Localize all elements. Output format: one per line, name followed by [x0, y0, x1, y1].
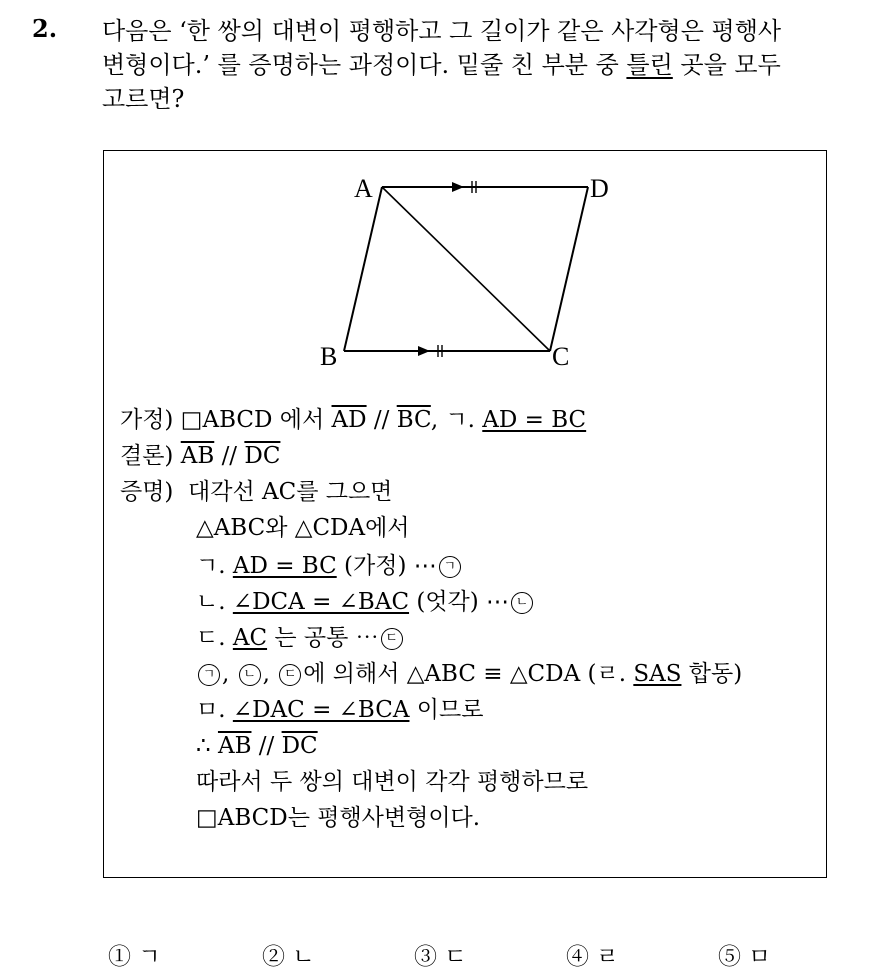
- proof-line-6: ㄱ , ㄴ , ㄷ 에 의해서 △ABC ≡ △CDA (ㄹ. SAS 합동): [196, 657, 742, 691]
- parallelogram-figure: [312, 173, 612, 373]
- choice-4[interactable]: ④ ㄹ: [566, 944, 619, 970]
- proof-line-8: ∴ $\overline{AB} // \overline{DC}$: [196, 733, 318, 759]
- vertex-b-label: B: [320, 342, 338, 371]
- proof-line-5: ㄷ. AC 는 공통 ⋯ ㄷ: [196, 621, 405, 655]
- segment-dc: [550, 187, 588, 351]
- conclusion-line: 결론) $\overline{AB} // \overline{DC}$: [120, 443, 281, 469]
- proof-line-10: □ABCD는 평행사변형이다.: [196, 805, 481, 831]
- underlined-word: 틀린: [626, 51, 673, 79]
- mark-nieun: ㄴ: [511, 592, 533, 614]
- choice-2[interactable]: ② ㄴ: [262, 944, 315, 970]
- vertex-c-label: C: [552, 342, 570, 371]
- mark-giyeok: ㄱ: [439, 556, 461, 578]
- proof-line-3: ㄱ. AD = BC (가정) ⋯ ㄱ: [196, 549, 463, 583]
- segment-ab: [344, 187, 382, 351]
- hypothesis-line: 가정) □ABCD 에서 $\overline{AD} // \overline{BC}$, ㄱ. AD = BC: [120, 407, 587, 433]
- choice-3[interactable]: ③ ㄷ: [414, 944, 467, 970]
- proof-line-9: 따라서 두 쌍의 대변이 각각 평행하므로: [196, 769, 589, 795]
- vertex-d-label: D: [590, 174, 609, 203]
- parallel-arrow-bc: [418, 346, 430, 356]
- vertex-a-label: A: [354, 174, 373, 203]
- parallel-arrow-ad: [452, 182, 464, 192]
- diagonal-ac: [382, 187, 550, 351]
- proof-line-2: △ABC와 △CDA에서: [196, 515, 410, 541]
- proof-box: [103, 150, 827, 878]
- question-text: [102, 14, 872, 116]
- choice-1[interactable]: ① ㄱ: [108, 944, 161, 970]
- question-line-3: 고르면?: [102, 85, 185, 113]
- question-line-1: 다음은 ‘한 쌍의 대변이 평행하고 그 길이가 같은 사각형은 평행사: [102, 17, 782, 45]
- mark-digeut: ㄷ: [381, 628, 403, 650]
- proof-line-4: ㄴ. ∠DCA = ∠BAC (엇각) ⋯ ㄴ: [196, 585, 535, 619]
- choice-5[interactable]: ⑤ ㅁ: [718, 944, 771, 970]
- question-number: 2.: [32, 14, 58, 43]
- proof-label-line: 증명) 대각선 AC를 그으면: [120, 479, 393, 505]
- proof-line-7: ㅁ. ∠DAC = ∠BCA 이므로: [196, 697, 484, 723]
- question-line-2: 변형이다.’ 를 증명하는 과정이다. 밑줄 친 부분 중 틀린 곳을 모두: [102, 51, 781, 79]
